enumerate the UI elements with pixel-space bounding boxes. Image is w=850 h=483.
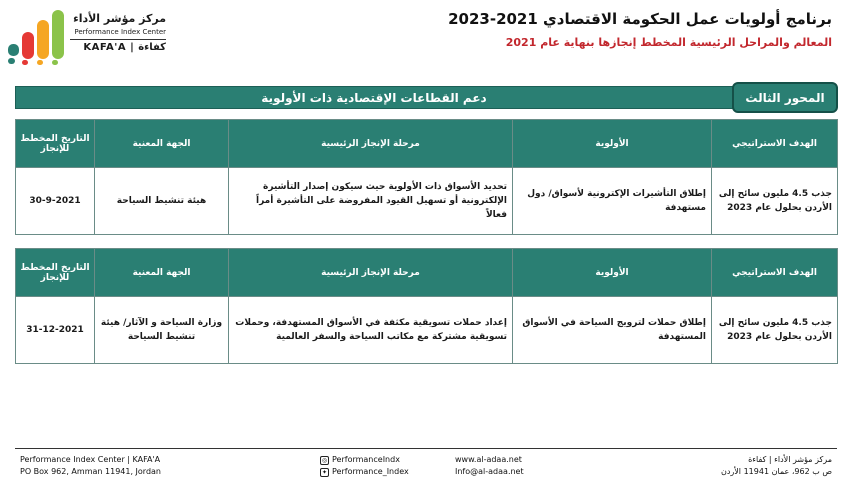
table-row bbox=[16, 168, 838, 235]
footer-divider bbox=[15, 448, 837, 449]
col-header-milestone: مرحلة الإنجاز الرئيسية bbox=[229, 249, 513, 297]
col-header-milestone: مرحلة الإنجاز الرئيسية bbox=[229, 120, 513, 168]
axis-tab-label: المحور الثالث bbox=[745, 90, 825, 105]
email-link[interactable]: Info@al-adaa.net bbox=[455, 467, 524, 476]
col-header-entity: الجهة المعنية bbox=[95, 120, 229, 168]
footer-org-ar: مركز مؤشر الأداء | كفاءة bbox=[748, 455, 832, 464]
logo bbox=[6, 10, 166, 70]
table-row bbox=[16, 297, 838, 364]
axis-title: دعم القطاعات الإقتصادية ذات الأولوية bbox=[261, 90, 487, 105]
footer-social bbox=[320, 454, 409, 478]
footer-pobox-ar: ص ب 962، عمان 11941 الأردن bbox=[720, 467, 832, 476]
col-header-priority: الأولوية bbox=[513, 120, 712, 168]
cell-goal: جذب 4.5 مليون سائح إلى الأردن بحلول عام 2023 bbox=[712, 297, 838, 364]
footer-address-ar bbox=[721, 454, 832, 478]
axis-tab bbox=[732, 82, 838, 113]
logo-divider bbox=[70, 39, 166, 40]
cell-milestone: تحديد الأسواق ذات الأولوية حيث سيكون إصدار التأشيرة الإلكترونية أو تسهيل القيود المفروضة على التأشيرة أمراً فعالاً bbox=[229, 168, 513, 235]
cell-priority: إطلاق التأشيرات الإكترونية لأسواق/ دول مستهدفة bbox=[513, 168, 712, 235]
page-title: برنامج أولويات عمل الحكومة الاقتصادي 2021-2023 bbox=[448, 10, 832, 28]
col-header-date: التاريخ المخطط للإنجاز bbox=[16, 120, 95, 168]
col-header-goal: الهدف الاستراتيجي bbox=[712, 249, 838, 297]
instagram-icon: ◎ bbox=[321, 456, 328, 464]
priority-table-2 bbox=[15, 248, 838, 364]
priority-table-1 bbox=[15, 119, 838, 235]
website-link[interactable]: www.al-adaa.net bbox=[455, 455, 522, 464]
axis-bar bbox=[15, 84, 838, 111]
footer-pobox-en: PO Box 962, Amman 11941, Jordan bbox=[20, 467, 161, 476]
cell-date: 31-12-2021 bbox=[16, 297, 95, 364]
logo-name-ar: مركز مؤشر الأداء bbox=[73, 12, 166, 25]
col-header-entity: الجهة المعنية bbox=[95, 249, 229, 297]
social-handle-2[interactable]: Performance_Index bbox=[332, 467, 409, 476]
logo-bars-icon bbox=[6, 10, 66, 65]
twitter-icon: ✦ bbox=[321, 468, 328, 476]
footer-address-en bbox=[20, 454, 161, 478]
footer-org-en: Performance Index Center | KAFA'A bbox=[20, 455, 161, 464]
social-handle-1[interactable]: PerformanceIndx bbox=[332, 455, 400, 464]
col-header-goal: الهدف الاستراتيجي bbox=[712, 120, 838, 168]
table-header-row bbox=[16, 120, 838, 168]
axis-title-strip bbox=[15, 86, 733, 109]
page-subtitle: المعالم والمراحل الرئيسية المخطط إنجازها بنهاية عام 2021 bbox=[505, 36, 832, 49]
cell-entity: وزارة السياحة و الآثار/ هيئة تنشيط السياحة bbox=[95, 297, 229, 364]
footer-web bbox=[455, 454, 524, 478]
table-header-row bbox=[16, 249, 838, 297]
title-block bbox=[402, 8, 832, 49]
logo-brand: KAFA'A | كفاءة bbox=[83, 42, 166, 53]
col-header-date: التاريخ المخطط للإنجاز bbox=[16, 249, 95, 297]
cell-date: 30-9-2021 bbox=[16, 168, 95, 235]
cell-goal: جذب 4.5 مليون سائح إلى الأردن بحلول عام 2023 bbox=[712, 168, 838, 235]
logo-name-en: Performance Index Center bbox=[74, 28, 166, 36]
cell-entity: هيئة تنشيط السياحة bbox=[95, 168, 229, 235]
cell-priority: إطلاق حملات لترويج السياحة في الأسواق المستهدفة bbox=[513, 297, 712, 364]
col-header-priority: الأولوية bbox=[513, 249, 712, 297]
cell-milestone: إعداد حملات تسويقية مكثفة في الأسواق المستهدفة، وحملات تسويقية مشتركة مع مكاتب السياحة والسفر العالمية bbox=[229, 297, 513, 364]
logo-text bbox=[66, 12, 166, 53]
